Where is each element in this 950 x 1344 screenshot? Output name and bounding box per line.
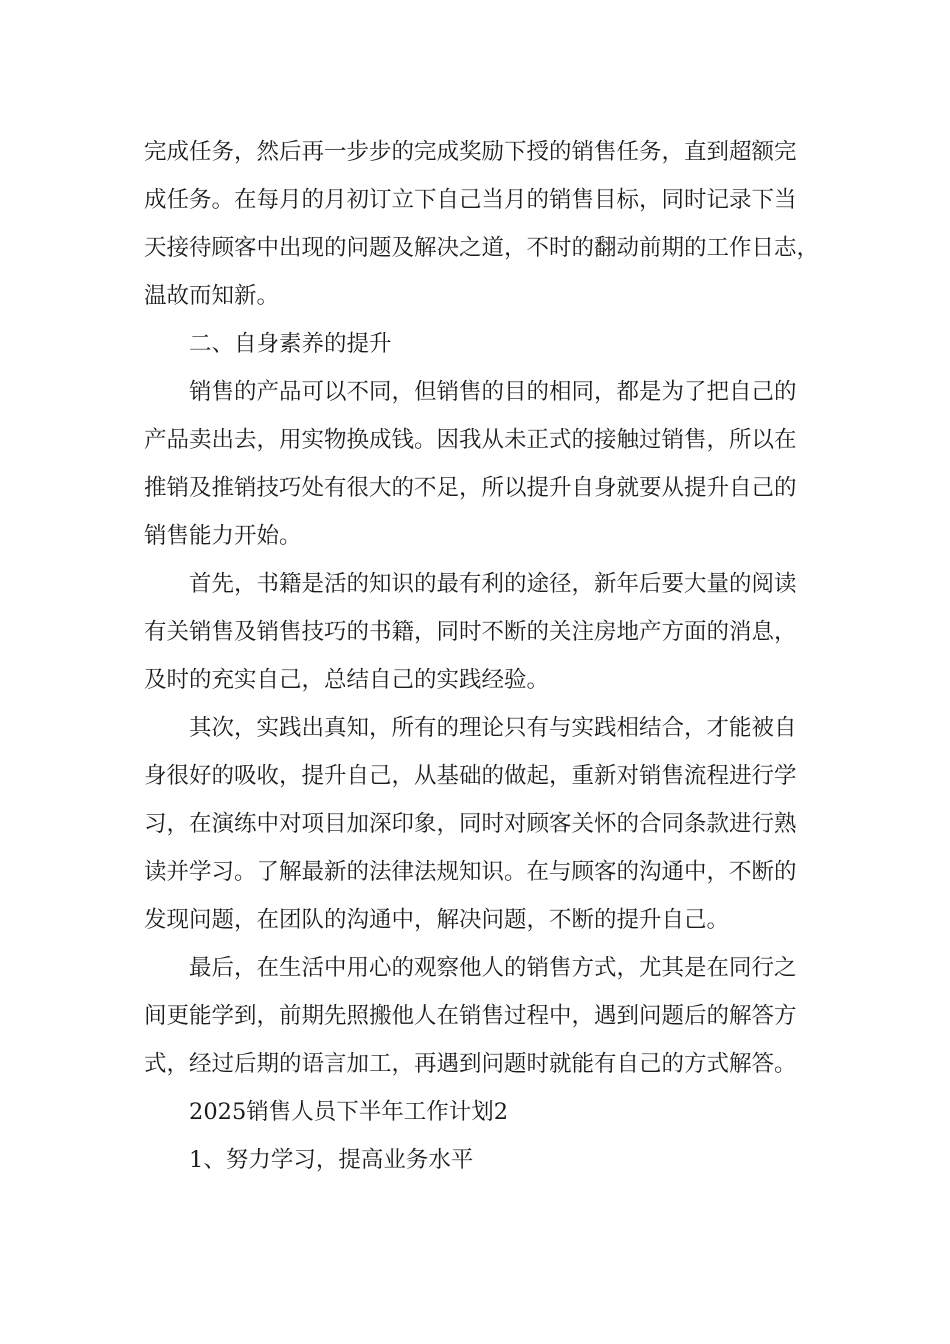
paragraph (144, 1136, 824, 1184)
text-line: 发现问题，在团队的沟通中，解决问题，不断的提升自己。 (144, 907, 730, 933)
text-line: 温故而知新。 (144, 283, 280, 309)
text-line: 1、努力学习，提高业务水平 (189, 1147, 474, 1173)
text-line: 首先，书籍是活的知识的最有利的途径，新年后要大量的阅读 (189, 571, 797, 597)
paragraph (144, 128, 824, 320)
text-line: 读并学习。了解最新的法律法规知识。在与顾客的沟通中，不断的 (144, 859, 797, 885)
text-line: 完成任务，然后再一步步的完成奖励下授的销售任务，直到超额完 (144, 139, 797, 165)
text-line: 间更能学到，前期先照搬他人在销售过程中，遇到问题后的解答方 (144, 1003, 797, 1029)
paragraph (144, 320, 824, 368)
text-line: 销售的产品可以不同，但销售的目的相同，都是为了把自己的 (189, 379, 797, 405)
document-body (144, 128, 824, 1184)
text-line: 其次，实践出真知，所有的理论只有与实践相结合，才能被自 (189, 715, 797, 741)
text-line: 推销及推销技巧处有很大的不足，所以提升自身就要从提升自己的 (144, 475, 797, 501)
text-line: 二、自身素养的提升 (189, 331, 392, 357)
text-line: 及时的充实自己，总结自己的实践经验。 (144, 667, 550, 693)
paragraph (144, 560, 824, 704)
text-line: 成任务。在每月的月初订立下自己当月的销售目标，同时记录下当 (144, 187, 797, 213)
paragraph (144, 704, 824, 944)
text-line: 有关销售及销售技巧的书籍，同时不断的关注房地产方面的消息， (144, 619, 797, 645)
text-line: 产品卖出去，用实物换成钱。因我从未正式的接触过销售，所以在 (144, 427, 797, 453)
text-line: 身很好的吸收，提升自己，从基础的做起，重新对销售流程进行学 (144, 763, 797, 789)
text-line: 式，经过后期的语言加工，再遇到问题时就能有自己的方式解答。 (144, 1051, 797, 1077)
text-line: 最后，在生活中用心的观察他人的销售方式，尤其是在同行之 (189, 955, 797, 981)
paragraph (144, 944, 824, 1088)
text-line: 2025销售人员下半年工作计划2 (189, 1099, 509, 1125)
text-line: 习，在演练中对项目加深印象，同时对顾客关怀的合同条款进行熟 (144, 811, 797, 837)
text-line: 销售能力开始。 (144, 523, 302, 549)
text-line: 天接待顾客中出现的问题及解决之道，不时的翻动前期的工作日志， (144, 235, 820, 261)
paragraph (144, 368, 824, 560)
paragraph (144, 1088, 824, 1136)
